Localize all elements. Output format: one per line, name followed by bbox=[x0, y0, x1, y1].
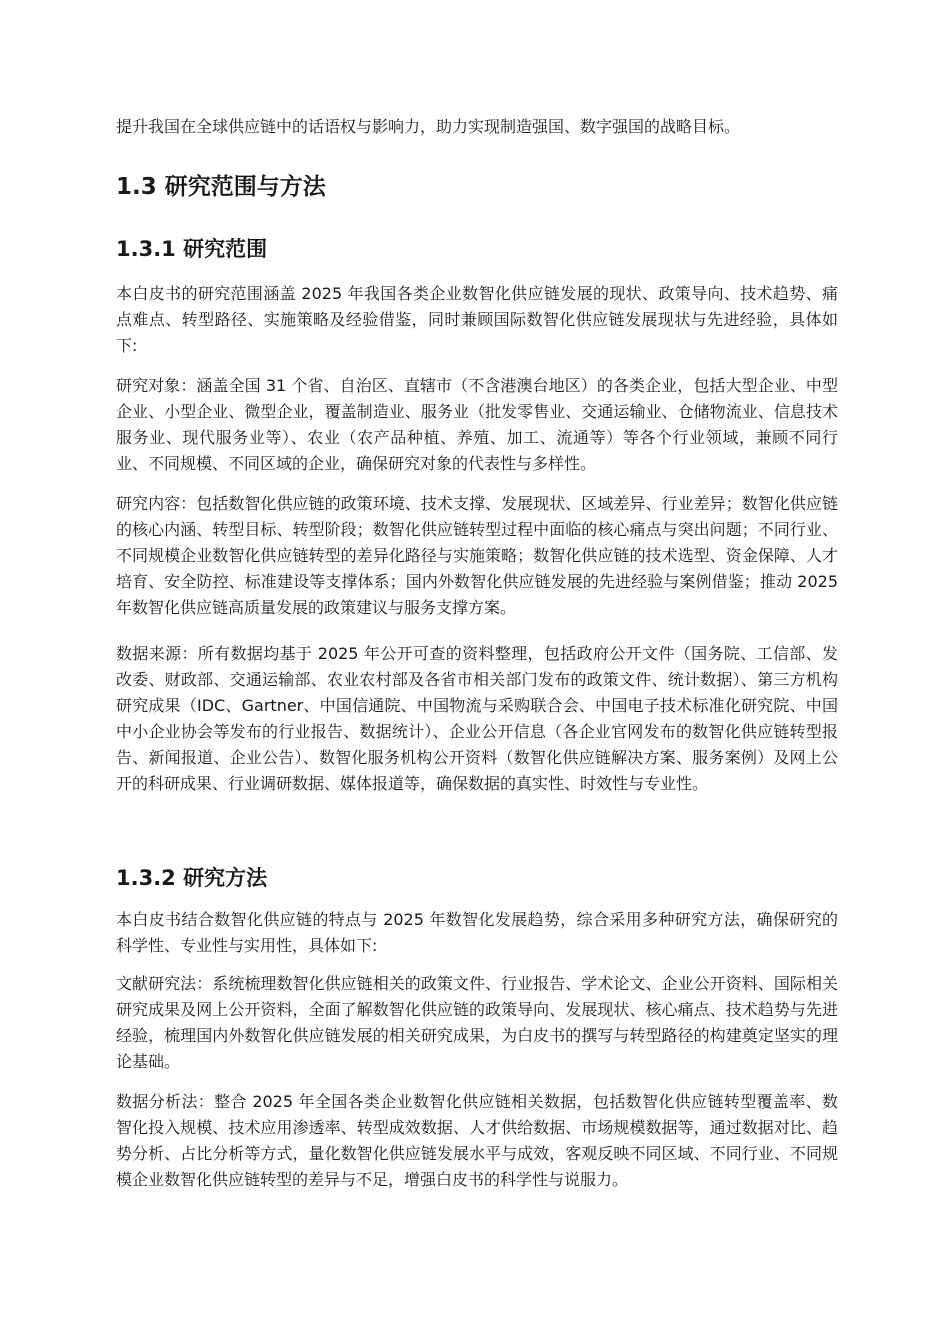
data-sources-paragraph: 数据来源：所有数据均基于 2025 年公开可查的资料整理，包括政府公开文件（国务院、工信部、发改委、财政部、交通运输部、农业农村部及各省市相关部门发布的政策文件、统计数据）、第三方机构研究成果（IDC、Gartner、中国信通院、中国物流与采购联合会、中国电子技术标准化研究院、中国中小企业协会等发布的行业报告、数据统计）、企业公开信息（各企业官网发布的数智化供应链转型报告、新闻报道、企业公告）、数智化服务机构公开资料（数智化供应链解决方案、服务案例）及网上公开的科研成果、行业调研数据、媒体报道等，确保数据的真实性、时效性与专业性。 bbox=[116, 644, 838, 793]
intro-tail-paragraph: 提升我国在全球供应链中的话语权与影响力，助力实现制造强国、数字强国的战略目标。 bbox=[116, 117, 741, 136]
section-heading-1-3: 1.3 研究范围与方法 bbox=[116, 174, 326, 200]
scope-intro-paragraph: 本白皮书的研究范围涵盖 2025 年我国各类企业数智化供应链发展的现状、政策导向、技术趋势、痛点难点、转型路径、实施策略及经验借鉴，同时兼顾国际数智化供应链发展现状与先进经验，具体如下: bbox=[116, 284, 838, 355]
literature-method-paragraph: 文献研究法：系统梳理数智化供应链相关的政策文件、行业报告、学术论文、企业公开资料、国际相关研究成果及网上公开资料，全面了解数智化供应链的政策导向、发展现状、核心痛点、技术趋势与先进经验，梳理国内外数智化供应链发展的相关研究成果，为白皮书的撰写与转型路径的构建奠定坚实的理论基础。 bbox=[116, 974, 838, 1071]
data-analysis-method-paragraph: 数据分析法：整合 2025 年全国各类企业数智化供应链相关数据，包括数智化供应链转型覆盖率、数智化投入规模、技术应用渗透率、转型成效数据、人才供给数据、市场规模数据等，通过数据对比、趋势分析、占比分析等方式，量化数智化供应链发展水平与成效，客观反映不同区域、不同行业、不同规模企业数智化供应链转型的差异与不足，增强白皮书的科学性与说服力。 bbox=[116, 1092, 838, 1189]
research-content-paragraph: 研究内容：包括数智化供应链的政策环境、技术支撑、发展现状、区域差异、行业差异；数智化供应链的核心内涵、转型目标、转型阶段；数智化供应链转型过程中面临的核心痛点与突出问题；不同行业、不同规模企业数智化供应链转型的差异化路径与实施策略；数智化供应链的技术选型、资金保障、人才培育、安全防控、标准建设等支撑体系；国内外数智化供应链发展的先进经验与案例借鉴；推动 2025 年数智化供应链高质量发展的政策建议与服务支撑方案。 bbox=[116, 494, 838, 617]
subsection-heading-1-3-2: 1.3.2 研究方法 bbox=[116, 866, 268, 890]
research-objects-paragraph: 研究对象：涵盖全国 31 个省、自治区、直辖市（不含港澳台地区）的各类企业，包括大型企业、中型企业、小型企业、微型企业，覆盖制造业、服务业（批发零售业、交通运输业、仓储物流业、信息技术服务业、现代服务业等）、农业（农产品种植、养殖、加工、流通等）等各个行业领域，兼顾不同行业、不同规模、不同区域的企业，确保研究对象的代表性与多样性。 bbox=[116, 376, 838, 473]
methods-intro-paragraph: 本白皮书结合数智化供应链的特点与 2025 年数智化发展趋势，综合采用多种研究方法，确保研究的科学性、专业性与实用性，具体如下: bbox=[116, 910, 838, 955]
subsection-heading-1-3-1: 1.3.1 研究范围 bbox=[116, 237, 268, 261]
